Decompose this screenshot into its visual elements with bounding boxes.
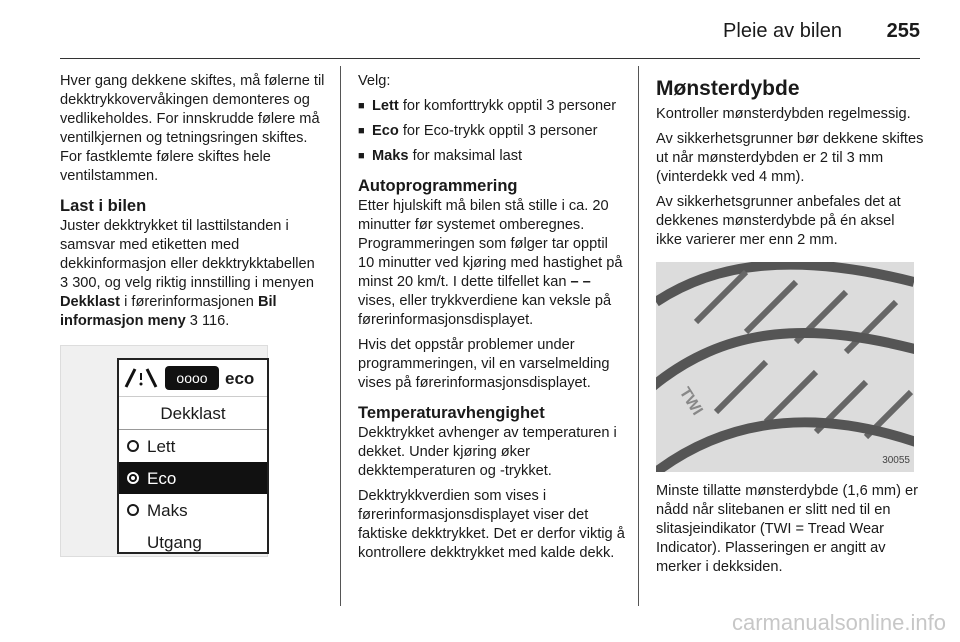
column-2 (358, 72, 626, 569)
ref-arrow-icon: 3 (189, 313, 198, 329)
image-code: 30055 (882, 455, 910, 466)
list-item: ■ Maks for maksimal last (358, 148, 523, 164)
paragraph: Dekktrykket avhenger av temperaturen i dekket. Under kjøring øker dekktemperaturen og -trykket. (358, 425, 617, 479)
option-lett[interactable]: Lett (119, 430, 267, 462)
bullet-icon: ■ (358, 125, 365, 137)
paragraph: Hvis det oppstår problemer under programmeringen, vil en varselmelding vises på førerinformasjonsdisplayet. (358, 337, 610, 391)
page-number: 255 (886, 20, 920, 42)
page-ref[interactable]: 116 (201, 313, 226, 329)
tire-pressure-icon (123, 367, 159, 389)
menu-name: Dekklast (60, 294, 121, 310)
column-3 (656, 72, 924, 583)
radio-selected-icon (127, 472, 139, 484)
watermark: carmanualsonline.info (731, 610, 946, 635)
paragraph: Dekktrykkverdien som vises i førerinformasjonsdisplayet viser det faktiske dekktrykket. Det er derfor viktig å kontrollere dekktrykket med kalde dekk. (358, 488, 625, 561)
paragraph-intro: Velg: (358, 73, 391, 89)
heading-temperaturavhengighet: Temperaturavhengighet (358, 404, 545, 422)
radio-icon (127, 504, 139, 516)
option-maks[interactable]: Maks (119, 494, 267, 526)
paragraph: Av sikkerhetsgrunner anbefales det at dekkenes mønsterdybde på én aksel ikke varierer mer enn 2 mm. (656, 194, 901, 248)
paragraph: Av sikkerhetsgrunner bør dekkene skiftes ut når mønsterdybden er 2 til 3 mm (vinterdekk ved 4 mm). (656, 131, 924, 185)
section-title: Pleie av bilen (723, 20, 842, 42)
paragraph-load: Juster dekktrykket til lasttilstanden i samsvar med etiketten med dekkinformasjon eller dekktrykktabellen 3 300, og velg riktig innstilling i menyen Dekklast i førerinformasjonen Bil informasjon meny 3 116. (60, 218, 315, 329)
driver-info-display-image (60, 345, 268, 557)
list-item: ■ Lett for komforttrykk opptil 3 personer (358, 98, 617, 114)
paragraph: Minste tillatte mønsterdybde (1,6 mm) er nådd når slitebanen er slitt ned til en slitasjeindikator (TWI = Tread Wear Indicator). Plasseringen er angitt av merker i dekksiden. (656, 483, 918, 575)
heading-autoprogrammering: Autoprogrammering (358, 177, 518, 195)
dash-indicator: – – (570, 274, 591, 290)
paragraph: Hver gang dekkene skiftes, må følerne til dekktrykkovervåkingen demonteres og vedlikeholdes. For innskrudde følere må ventilkjernen og tetningsringen skiftes. For fastklemte følere skiftes hele ventilstammen. (60, 73, 325, 184)
tire-tread-image (656, 262, 914, 472)
paragraph: Etter hjulskift må bilen stå stille i ca. 20 minutter før systemet omberegnes. Programmeringen som følger tar opptil 10 minutter ved kjøring med hastighet på minst 20 km/t. I dette tilfellet kan – – vises, eller trykkverdiene kan veksle på førerinformasjonsdisplayet. (358, 198, 623, 328)
option-utgang[interactable]: Utgang (147, 532, 202, 552)
bullet-icon: ■ (358, 150, 365, 162)
heading-monsterdybde: Mønsterdybde (656, 77, 800, 100)
column-1 (60, 72, 328, 557)
ref-arrow-icon: 3 (60, 275, 69, 291)
display-title: Dekklast (119, 397, 267, 430)
page-ref[interactable]: 300 (72, 275, 97, 291)
menu-name: Bil informasjon meny (60, 294, 277, 329)
radio-icon (127, 440, 139, 452)
list-item: ■ Eco for Eco-trykk opptil 3 personer (358, 123, 598, 139)
car-icon: oooo (165, 366, 219, 390)
heading-last-i-bilen: Last i bilen (60, 197, 147, 215)
bullet-icon: ■ (358, 100, 365, 112)
eco-indicator: eco (225, 368, 255, 388)
tire-tread-icon (656, 262, 914, 472)
page-header (60, 18, 920, 48)
header-rule (60, 58, 920, 59)
twi-label: TWI (675, 384, 706, 419)
paragraph: Kontroller mønsterdybden regelmessig. (656, 106, 911, 122)
option-eco[interactable]: Eco (119, 462, 267, 494)
column-divider-2 (638, 66, 639, 606)
column-divider-1 (340, 66, 341, 606)
display-top-bar (119, 360, 267, 397)
display-screen (117, 358, 269, 554)
